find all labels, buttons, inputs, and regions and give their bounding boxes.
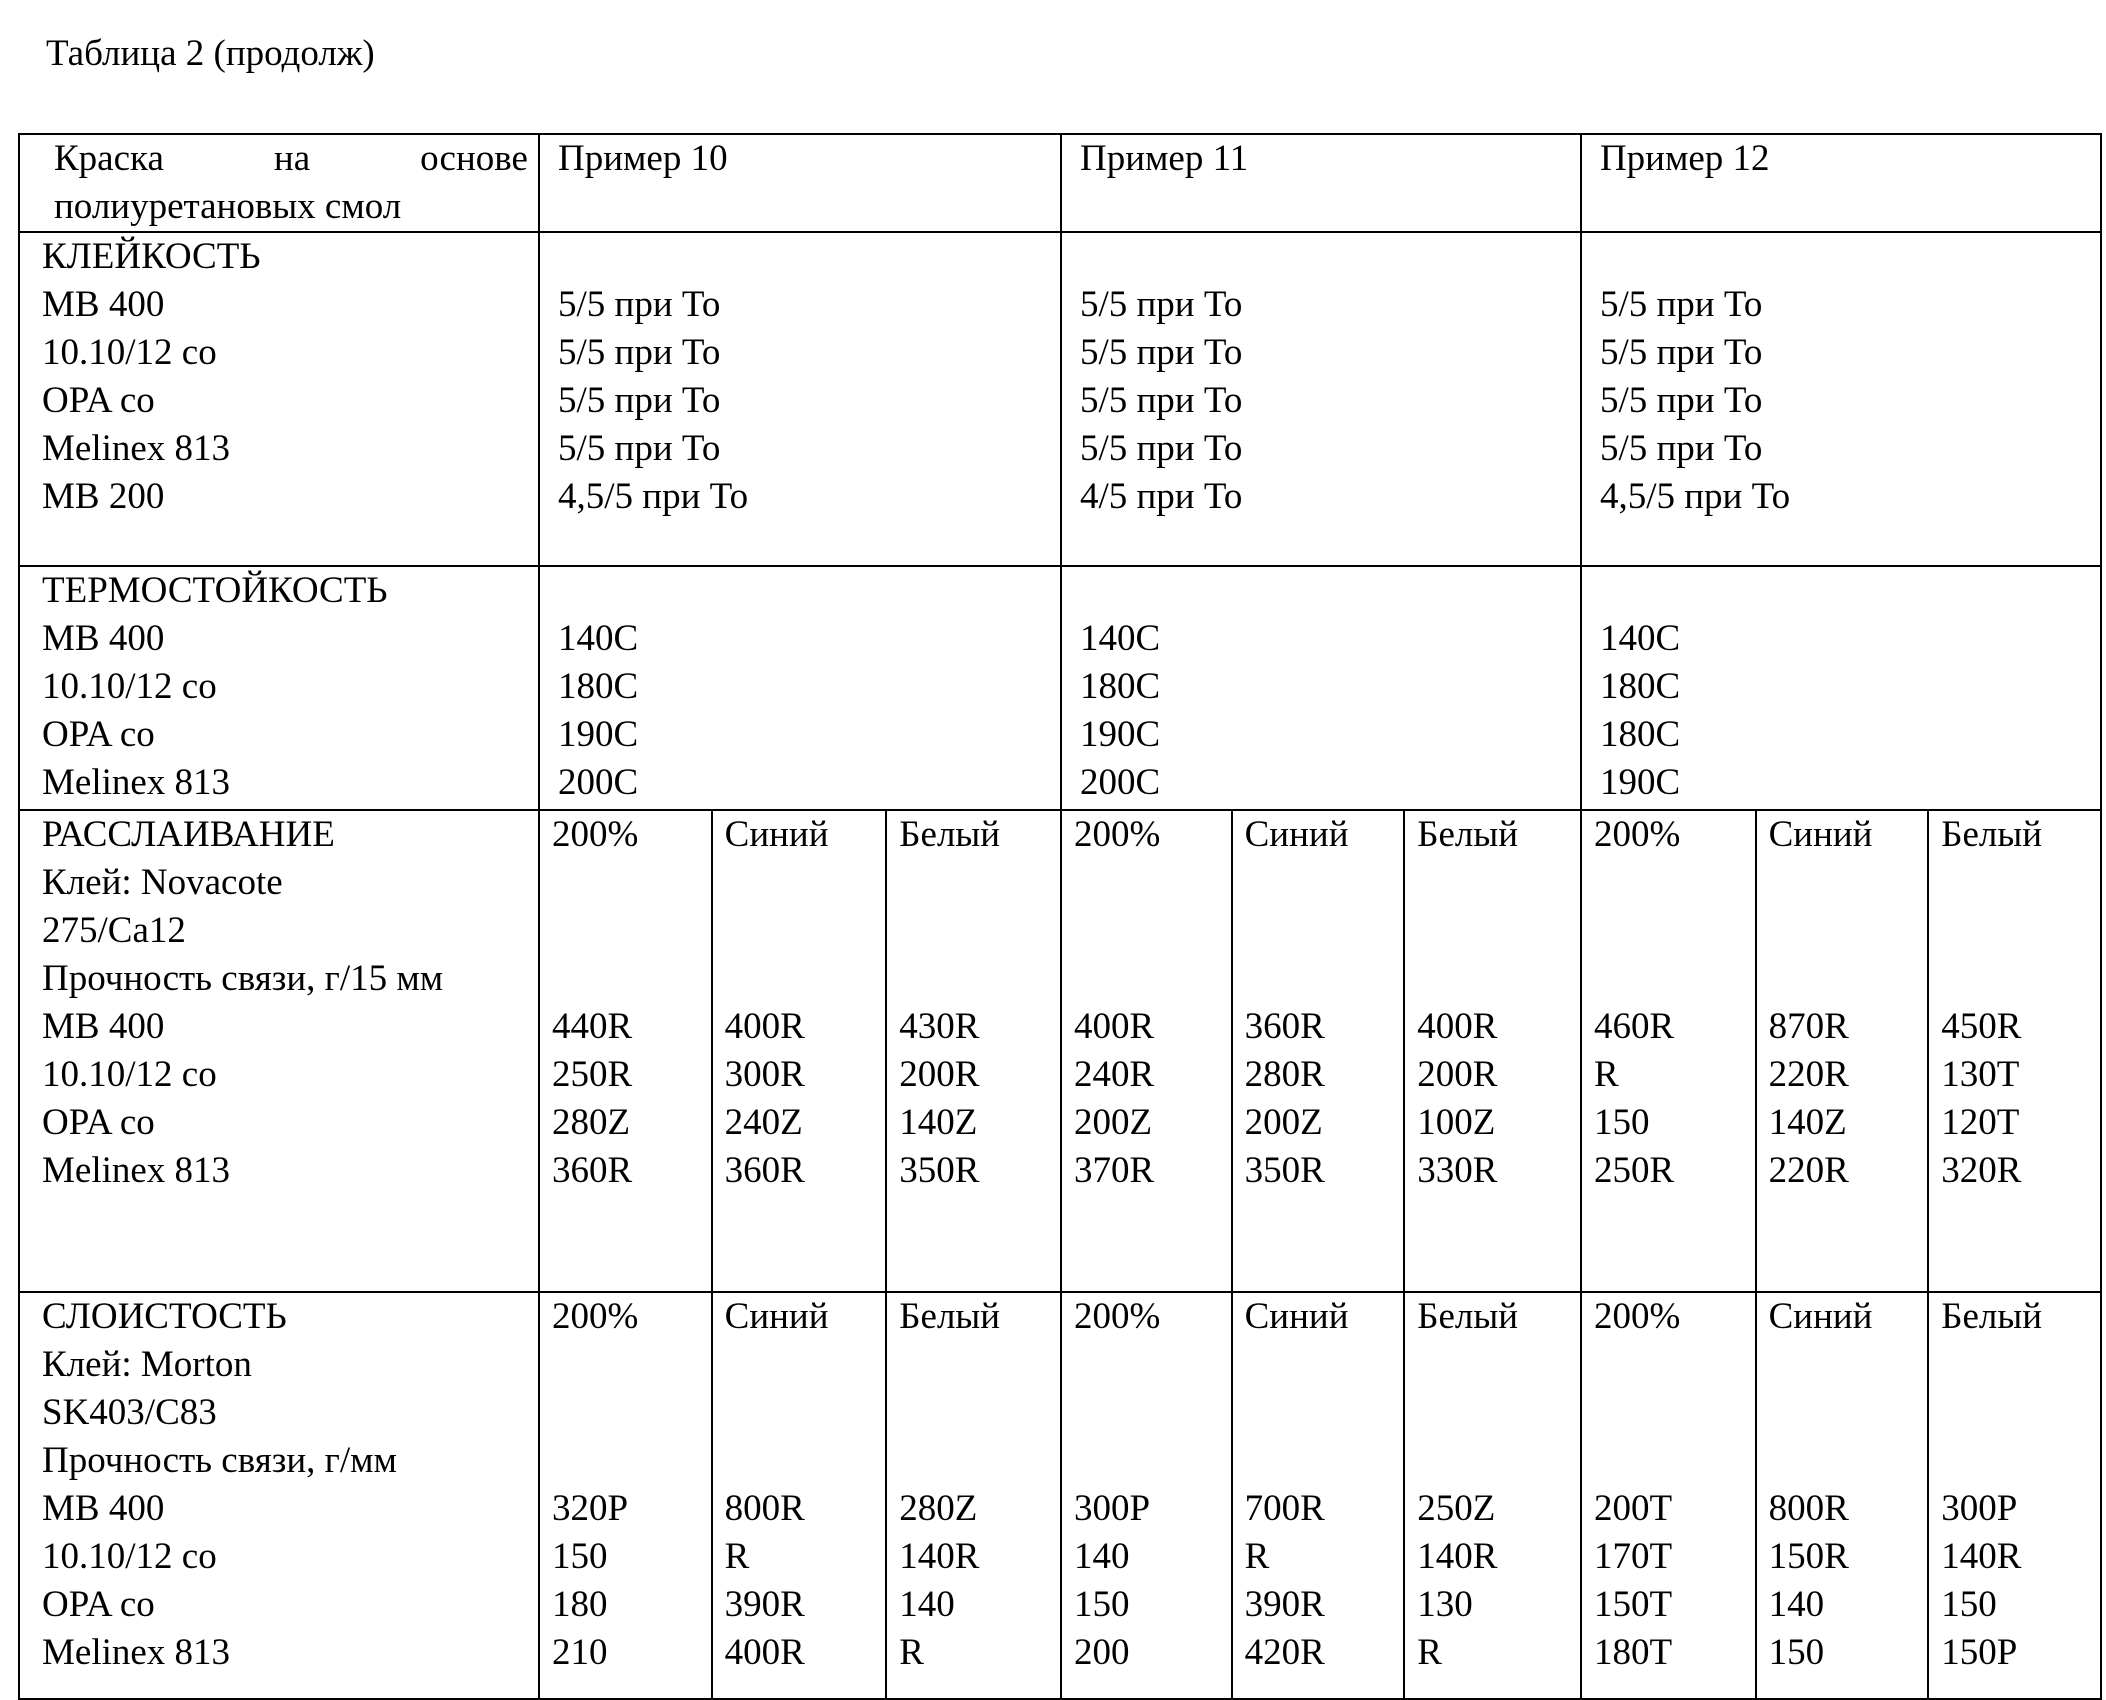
col-header: 200% xyxy=(1074,1293,1227,1341)
heat-label-cell xyxy=(19,566,539,810)
heat-value: 190C xyxy=(1600,759,2096,807)
lamination-col-2 xyxy=(712,1292,887,1699)
header-label-cell xyxy=(19,134,539,232)
delam-value: 200R xyxy=(899,1051,1056,1099)
substrate-label: 10.10/12 co xyxy=(32,329,534,377)
col-header: 200% xyxy=(1594,1293,1751,1341)
heat-example-10 xyxy=(539,566,1061,810)
header-example-12: Пример 12 xyxy=(1581,134,2101,232)
substrate-label: MB 400 xyxy=(32,1485,534,1533)
tack-value: 4,5/5 при To xyxy=(558,473,1056,521)
lamination-value: 400R xyxy=(725,1629,882,1677)
heat-example-12 xyxy=(1581,566,2101,810)
delam-value: 360R xyxy=(725,1147,882,1195)
delam-col-9 xyxy=(1928,810,2101,1292)
lamination-col-9 xyxy=(1928,1292,2101,1699)
lamination-value: 200T xyxy=(1594,1485,1751,1533)
delam-value: 280Z xyxy=(552,1099,707,1147)
col-header: Синий xyxy=(1769,1293,1924,1341)
lamination-col-6 xyxy=(1404,1292,1581,1699)
lamination-value: 170T xyxy=(1594,1533,1751,1581)
col-header: Белый xyxy=(1417,1293,1576,1341)
lamination-value: 800R xyxy=(725,1485,882,1533)
tack-title: КЛЕЙКОСТЬ xyxy=(32,233,534,281)
lamination-value: R xyxy=(725,1533,882,1581)
delam-col-8 xyxy=(1756,810,1929,1292)
lamination-value: 210 xyxy=(552,1629,707,1677)
delam-col-2 xyxy=(712,810,887,1292)
substrate-label: 10.10/12 co xyxy=(32,1533,534,1581)
col-header: 200% xyxy=(1594,811,1751,859)
col-header: Белый xyxy=(899,1293,1056,1341)
tack-example-12 xyxy=(1581,232,2101,566)
substrate-label: Melinex 813 xyxy=(32,425,534,473)
lamination-value: 150 xyxy=(552,1533,707,1581)
delam-value: 430R xyxy=(899,1003,1056,1051)
lamination-value: 140 xyxy=(1074,1533,1227,1581)
lamination-value: 150 xyxy=(1941,1581,2096,1629)
delam-value: 140Z xyxy=(899,1099,1056,1147)
lamination-value: 150 xyxy=(1074,1581,1227,1629)
tack-value: 5/5 при To xyxy=(558,329,1056,377)
lamination-col-1 xyxy=(539,1292,712,1699)
delam-adhesive-code: 275/Ca12 xyxy=(32,907,534,955)
tack-value: 5/5 при To xyxy=(1600,377,2096,425)
tack-value: 5/5 при To xyxy=(558,425,1056,473)
delam-value: 200Z xyxy=(1245,1099,1400,1147)
substrate-label: OPA co xyxy=(32,377,534,425)
delam-value: 300R xyxy=(725,1051,882,1099)
heat-value: 140C xyxy=(1600,615,2096,663)
table-caption: Таблица 2 (продолж) xyxy=(46,30,375,78)
delam-col-1 xyxy=(539,810,712,1292)
tack-value: 5/5 при To xyxy=(1080,425,1576,473)
tack-value: 5/5 при To xyxy=(558,377,1056,425)
delam-value: 220R xyxy=(1769,1051,1924,1099)
tack-section xyxy=(19,232,2101,566)
col-header: Белый xyxy=(899,811,1056,859)
substrate-label: Melinex 813 xyxy=(32,1147,534,1195)
lamination-strength-label: Прочность связи, г/мм xyxy=(32,1437,534,1485)
header-example-11: Пример 11 xyxy=(1061,134,1581,232)
delam-value: 400R xyxy=(725,1003,882,1051)
header-row xyxy=(19,134,2101,232)
delam-value: 350R xyxy=(1245,1147,1400,1195)
substrate-label: Melinex 813 xyxy=(32,759,534,807)
lamination-value: R xyxy=(899,1629,1056,1677)
heat-value: 180C xyxy=(1600,663,2096,711)
delam-strength-label: Прочность связи, г/15 мм xyxy=(32,955,534,1003)
lamination-value: 130 xyxy=(1417,1581,1576,1629)
lamination-label-cell xyxy=(19,1292,539,1699)
delam-col-7 xyxy=(1581,810,1756,1292)
lamination-value: 180T xyxy=(1594,1629,1751,1677)
lamination-col-8 xyxy=(1756,1292,1929,1699)
lamination-section xyxy=(19,1292,2101,1699)
delam-value: 440R xyxy=(552,1003,707,1051)
heat-value: 200C xyxy=(1080,759,1576,807)
lamination-adhesive: Клей: Morton xyxy=(32,1341,534,1389)
lamination-value: 800R xyxy=(1769,1485,1924,1533)
delam-value: 400R xyxy=(1417,1003,1576,1051)
lamination-value: 180 xyxy=(552,1581,707,1629)
delam-value: 320R xyxy=(1941,1147,2096,1195)
delam-value: 100Z xyxy=(1417,1099,1576,1147)
delam-adhesive: Клей: Novacote xyxy=(32,859,534,907)
lamination-value: 150T xyxy=(1594,1581,1751,1629)
delam-title: РАССЛАИВАНИЕ xyxy=(32,811,534,859)
col-header: Белый xyxy=(1941,811,2096,859)
heat-value: 140C xyxy=(558,615,1056,663)
col-header: Синий xyxy=(1245,811,1400,859)
heat-value: 180C xyxy=(1600,711,2096,759)
lamination-value: 300P xyxy=(1074,1485,1227,1533)
delam-value: 240R xyxy=(1074,1051,1227,1099)
delam-col-4 xyxy=(1061,810,1232,1292)
heat-value: 180C xyxy=(558,663,1056,711)
lamination-value: 140R xyxy=(1417,1533,1576,1581)
tack-value: 5/5 при To xyxy=(558,281,1056,329)
heat-value: 190C xyxy=(558,711,1056,759)
tack-value: 5/5 при To xyxy=(1080,377,1576,425)
substrate-label: 10.10/12 co xyxy=(32,1051,534,1099)
col-header: Синий xyxy=(1245,1293,1400,1341)
col-header: 200% xyxy=(552,811,707,859)
substrate-label: MB 400 xyxy=(32,281,534,329)
delam-value: 360R xyxy=(552,1147,707,1195)
tack-value: 4/5 при To xyxy=(1080,473,1576,521)
col-header: 200% xyxy=(1074,811,1227,859)
heat-section xyxy=(19,566,2101,810)
col-header: Синий xyxy=(725,811,882,859)
lamination-value: 150 xyxy=(1769,1629,1924,1677)
delam-value: 330R xyxy=(1417,1147,1576,1195)
lamination-value: 300P xyxy=(1941,1485,2096,1533)
lamination-value: R xyxy=(1417,1629,1576,1677)
delam-value: 140Z xyxy=(1769,1099,1924,1147)
lamination-value: 140R xyxy=(899,1533,1056,1581)
lamination-value: 250Z xyxy=(1417,1485,1576,1533)
lamination-value: 200 xyxy=(1074,1629,1227,1677)
results-table xyxy=(18,133,2102,1700)
tack-label-cell xyxy=(19,232,539,566)
delam-label-cell xyxy=(19,810,539,1292)
col-header: Белый xyxy=(1417,811,1576,859)
lamination-value: R xyxy=(1245,1533,1400,1581)
substrate-label: 10.10/12 co xyxy=(32,663,534,711)
lamination-value: 150R xyxy=(1769,1533,1924,1581)
lamination-value: 140 xyxy=(899,1581,1056,1629)
tack-value: 5/5 при To xyxy=(1080,329,1576,377)
header-label-line1 xyxy=(32,135,534,183)
lamination-value: 390R xyxy=(725,1581,882,1629)
delam-value: 250R xyxy=(1594,1147,1751,1195)
delam-value: 280R xyxy=(1245,1051,1400,1099)
lamination-col-7 xyxy=(1581,1292,1756,1699)
lamination-col-5 xyxy=(1232,1292,1405,1699)
delam-value: 220R xyxy=(1769,1147,1924,1195)
delam-col-5 xyxy=(1232,810,1405,1292)
substrate-label: MB 400 xyxy=(32,615,534,663)
tack-value: 5/5 при To xyxy=(1600,281,2096,329)
lamination-col-4 xyxy=(1061,1292,1232,1699)
delam-value: 120T xyxy=(1941,1099,2096,1147)
delam-value: 250R xyxy=(552,1051,707,1099)
lamination-value: 150P xyxy=(1941,1629,2096,1677)
lamination-value: 280Z xyxy=(899,1485,1056,1533)
delam-col-6 xyxy=(1404,810,1581,1292)
delam-value: 370R xyxy=(1074,1147,1227,1195)
delam-value: 360R xyxy=(1245,1003,1400,1051)
header-label-word: основе xyxy=(420,135,528,183)
heat-example-11 xyxy=(1061,566,1581,810)
col-header: 200% xyxy=(552,1293,707,1341)
heat-value: 200C xyxy=(558,759,1056,807)
delam-col-3 xyxy=(886,810,1061,1292)
tack-value: 5/5 при To xyxy=(1600,425,2096,473)
col-header: Синий xyxy=(1769,811,1924,859)
substrate-label: OPA co xyxy=(32,1099,534,1147)
lamination-value: 700R xyxy=(1245,1485,1400,1533)
delam-value: 350R xyxy=(899,1147,1056,1195)
col-header: Синий xyxy=(725,1293,882,1341)
heat-value: 190C xyxy=(1080,711,1576,759)
delam-value: 200R xyxy=(1417,1051,1576,1099)
substrate-label: MB 200 xyxy=(32,473,534,521)
header-label-word: Краска xyxy=(54,135,164,183)
delam-value: 130T xyxy=(1941,1051,2096,1099)
tack-value: 4,5/5 при To xyxy=(1600,473,2096,521)
lamination-title: СЛОИСТОСТЬ xyxy=(32,1293,534,1341)
lamination-value: 140 xyxy=(1769,1581,1924,1629)
tack-example-10 xyxy=(539,232,1061,566)
header-label-line2: полиуретановых смол xyxy=(32,183,534,231)
lamination-value: 320P xyxy=(552,1485,707,1533)
delam-value: 200Z xyxy=(1074,1099,1227,1147)
heat-title: ТЕРМОСТОЙКОСТЬ xyxy=(32,567,534,615)
header-label-word: на xyxy=(274,135,310,183)
header-example-10: Пример 10 xyxy=(539,134,1061,232)
lamination-value: 140R xyxy=(1941,1533,2096,1581)
tack-example-11 xyxy=(1061,232,1581,566)
delam-value: 460R xyxy=(1594,1003,1751,1051)
delam-value: 240Z xyxy=(725,1099,882,1147)
substrate-label: MB 400 xyxy=(32,1003,534,1051)
tack-value: 5/5 при To xyxy=(1080,281,1576,329)
lamination-value: 420R xyxy=(1245,1629,1400,1677)
heat-value: 180C xyxy=(1080,663,1576,711)
delam-value: 870R xyxy=(1769,1003,1924,1051)
substrate-label: OPA co xyxy=(32,711,534,759)
lamination-col-3 xyxy=(886,1292,1061,1699)
tack-value: 5/5 при To xyxy=(1600,329,2096,377)
substrate-label: Melinex 813 xyxy=(32,1629,534,1677)
substrate-label: OPA co xyxy=(32,1581,534,1629)
lamination-adhesive-code: SK403/C83 xyxy=(32,1389,534,1437)
heat-value: 140C xyxy=(1080,615,1576,663)
delam-value: 150 xyxy=(1594,1099,1751,1147)
delam-value: 400R xyxy=(1074,1003,1227,1051)
delam-value: R xyxy=(1594,1051,1751,1099)
delam-value: 450R xyxy=(1941,1003,2096,1051)
delam-section xyxy=(19,810,2101,1292)
col-header: Белый xyxy=(1941,1293,2096,1341)
lamination-value: 390R xyxy=(1245,1581,1400,1629)
